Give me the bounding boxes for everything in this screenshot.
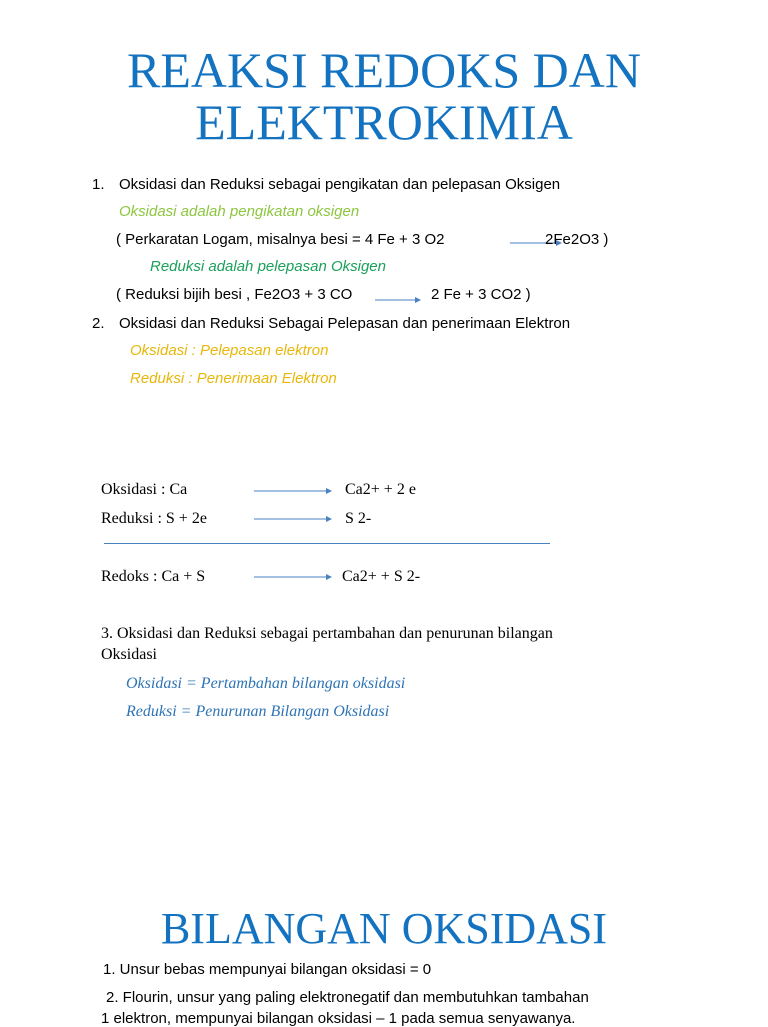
divider <box>104 543 550 544</box>
section-3-def-oksidasi: Oksidasi = Pertambahan bilangan oksidasi <box>126 675 406 692</box>
reaction-arrow-icon <box>254 572 332 582</box>
reaction-arrow-icon <box>254 514 332 524</box>
section-3-heading-line-1: 3. Oksidasi dan Reduksi sebagai pertambahan dan penurunan bilangan <box>101 625 553 642</box>
reaction-redoks-left: Redoks : Ca + S <box>101 568 206 585</box>
reaction-reduksi-right: S 2- <box>345 510 372 527</box>
bilangan-rule-2-line-2: 1 elektron, mempunyai bilangan oksidasi – 1 pada semua senyawanya. <box>101 1010 576 1027</box>
section-1-def-reduksi: Reduksi adalah pelepasan Oksigen <box>150 258 386 275</box>
section-1-example-1-left: ( Perkaratan Logam, misalnya besi = 4 Fe + 3 O2 <box>116 231 445 248</box>
reaction-arrow-icon <box>254 486 332 496</box>
section-1-example-2-left: ( Reduksi bijih besi , Fe2O3 + 3 CO <box>116 286 353 303</box>
reaction-redoks-right: Ca2+ + S 2- <box>342 568 421 585</box>
section-2-def-reduksi: Reduksi : Penerimaan Elektron <box>130 370 337 387</box>
page-title-line-2: ELEKTROKIMIA <box>195 94 573 150</box>
bilangan-rule-2-line-1: 2. Flourin, unsur yang paling elektronegatif dan membutuhkan tambahan <box>106 989 589 1006</box>
section-1-def-oksidasi: Oksidasi adalah pengikatan oksigen <box>119 203 360 220</box>
section-1-number: 1. <box>92 176 105 193</box>
reaction-oksidasi-left: Oksidasi : Ca <box>101 481 188 498</box>
section-1-example-2-right: 2 Fe + 3 CO2 ) <box>431 286 531 303</box>
bilangan-rule-1: 1. Unsur bebas mempunyai bilangan oksidasi = 0 <box>103 961 432 978</box>
section-2-number: 2. <box>92 315 105 332</box>
section-1-heading: Oksidasi dan Reduksi sebagai pengikatan dan pelepasan Oksigen <box>119 176 561 193</box>
page-title-line-1: REAKSI REDOKS DAN <box>127 42 641 98</box>
section-title-bilangan-oksidasi: BILANGAN OKSIDASI <box>160 904 608 953</box>
section-2-def-oksidasi: Oksidasi : Pelepasan elektron <box>130 342 329 359</box>
section-2-heading: Oksidasi dan Reduksi Sebagai Pelepasan dan penerimaan Elektron <box>119 315 571 332</box>
reaction-oksidasi-right: Ca2+ + 2 e <box>345 481 416 498</box>
section-1-example-1-right: 2Fe2O3 ) <box>545 231 609 248</box>
section-3-heading-line-2: Oksidasi <box>101 646 157 663</box>
reaction-reduksi-left: Reduksi : S + 2e <box>101 510 207 527</box>
reaction-arrow-icon <box>375 295 421 305</box>
section-3-def-reduksi: Reduksi = Penurunan Bilangan Oksidasi <box>126 703 390 720</box>
